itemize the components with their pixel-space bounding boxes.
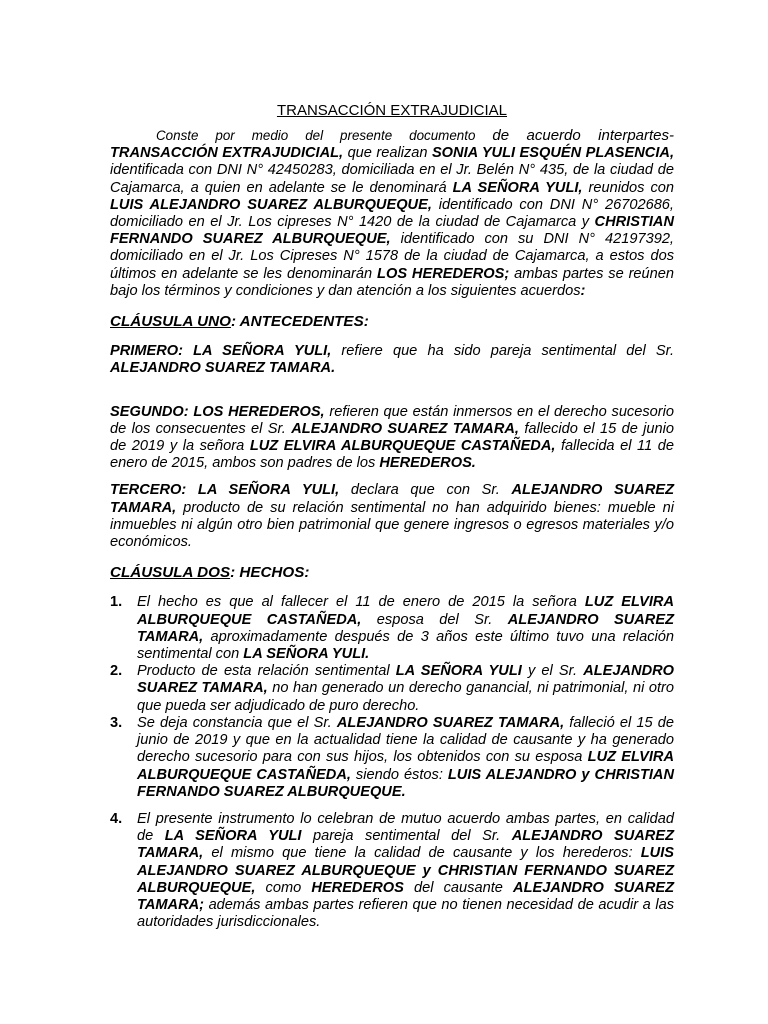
clausula-dos-heading bbox=[110, 564, 674, 581]
item-text: aproximadamente después de 3 años este último tuvo una relación sentimental con bbox=[137, 628, 674, 663]
item-text: siendo éstos: bbox=[350, 766, 448, 783]
tercero-text: producto de su relación sentimental no han adquirido bienes: mueble ni inmuebles ni algún otro bien patrimonial que genere ingresos o egresos materiales y/o económicos. bbox=[110, 499, 674, 551]
item-bold: LA SEÑORA YULI bbox=[395, 663, 522, 680]
item-bold: LUIS ALEJANDRO y CHRISTIAN FERNANDO SUAREZ ALBURQUEQUE. bbox=[137, 766, 674, 800]
item-text: del causante bbox=[403, 879, 514, 896]
item-text: además ambas partes refieren que no tienen necesidad de acudir a las autoridades jurisdiccionales. bbox=[137, 896, 674, 931]
primero-label: PRIMERO: LA SEÑORA YULI, bbox=[110, 343, 332, 360]
list-item bbox=[110, 811, 674, 931]
item-bold: HEREDEROS bbox=[311, 879, 404, 896]
item-text: El hecho es que al fallecer el 11 de enero de 2015 la señora bbox=[137, 594, 585, 611]
item-bold: LA SEÑORA YULI bbox=[164, 828, 302, 845]
clausula-uno-label: CLÁUSULA UNO bbox=[110, 313, 231, 331]
list-number: 3. bbox=[110, 714, 123, 731]
item-bold: LUIS ALEJANDRO SUAREZ ALBURQUEQUE y CHRISTIAN FERNANDO SUAREZ ALBURQUEQUE, bbox=[137, 845, 674, 896]
item-text: como bbox=[255, 879, 312, 896]
intro-text: identificada con DNI N° 42450283, domiciliada en el Jr. Belén N° 435, de la ciudad de Cajamarca, a quien en adelante se le denominará bbox=[110, 162, 674, 196]
intro-bold: LUIS ALEJANDRO SUAREZ ALBURQUEQUE, bbox=[110, 196, 432, 213]
document-title: TRANSACCIÓN EXTRAJUDICIAL bbox=[276, 102, 508, 119]
segundo-label: SEGUNDO: LOS HEREDEROS, bbox=[110, 403, 325, 420]
intro-text: de acuerdo interpartes- bbox=[492, 127, 675, 144]
hechos-list bbox=[110, 594, 674, 931]
tercero-paragraph bbox=[110, 482, 674, 551]
item-text: y el Sr. bbox=[521, 663, 584, 680]
list-number: 1. bbox=[110, 594, 123, 611]
intro-text: Conste por medio del presente documento bbox=[156, 128, 493, 143]
clausula-dos-title: : HECHOS: bbox=[230, 564, 310, 582]
intro-text: identificado con su DNI N° 42197392, domiciliado en el Jr. Los Cipreses N° 1578 de la ciudad de Cajamarca, a estos dos últimos en adelante se les denominarán bbox=[110, 231, 674, 282]
tercero-text: declara que con Sr. bbox=[339, 482, 512, 499]
intro-bold: LOS HEREDEROS; bbox=[377, 265, 510, 282]
item-bold: LUZ ELVIRA ALBURQUEQUE CASTAÑEDA, bbox=[137, 594, 674, 628]
item-bold: ALEJANDRO SUAREZ TAMARA, bbox=[137, 828, 674, 862]
list-number: 4. bbox=[110, 810, 123, 827]
primero-text: refiere que ha sido pareja sentimental del Sr. bbox=[331, 343, 674, 360]
item-bold: LUZ ELVIRA ALBURQUEQUE CASTAÑEDA, bbox=[137, 749, 675, 783]
segundo-bold: HEREDEROS. bbox=[379, 455, 476, 472]
intro-bold: SONIA YULI ESQUÉN PLASENCIA, bbox=[431, 145, 674, 162]
item-text: Se deja constancia que el Sr. bbox=[137, 714, 337, 731]
tercero-bold: ALEJANDRO SUAREZ TAMARA, bbox=[110, 482, 675, 516]
intro-text: identificado con DNI N° 26702686, domiciliado en el Jr. Los cipreses N° 1420 de la ciudad de Cajamarca y bbox=[110, 196, 674, 231]
item-bold: LA SEÑORA YULI. bbox=[243, 646, 370, 663]
item-text: Producto de esta relación sentimental bbox=[137, 663, 396, 680]
intro-paragraph bbox=[110, 127, 674, 300]
segundo-bold: LUZ ELVIRA ALBURQUEQUE CASTAÑEDA, bbox=[249, 438, 556, 455]
clausula-uno-title: : ANTECEDENTES: bbox=[230, 313, 369, 331]
item-text: no han generado un derecho ganancial, ni patrimonial, ni otro que pueda ser adjudicado de puro derecho. bbox=[137, 680, 674, 714]
primero-paragraph bbox=[110, 343, 674, 377]
list-item bbox=[110, 663, 674, 715]
intro-text: que realizan bbox=[343, 145, 432, 162]
segundo-text: fallecido el 15 de junio de 2019 y la señora bbox=[110, 420, 675, 455]
item-text: esposa del Sr. bbox=[361, 611, 508, 628]
item-bold: ALEJANDRO SUAREZ TAMARA, bbox=[137, 663, 674, 697]
clausula-dos-label: CLÁUSULA DOS bbox=[110, 564, 231, 582]
intro-text: reunidos con bbox=[582, 179, 675, 196]
intro-text: ambas partes se reúnen bajo los términos y condiciones y dan atención a los siguientes acuerdos bbox=[110, 265, 675, 299]
document-page bbox=[110, 102, 674, 931]
segundo-bold: ALEJANDRO SUAREZ TAMARA, bbox=[291, 420, 519, 437]
item-text: pareja sentimental del Sr. bbox=[301, 828, 512, 845]
list-item bbox=[110, 715, 674, 801]
primero-bold: ALEJANDRO SUAREZ TAMARA. bbox=[110, 360, 336, 377]
item-text: El presente instrumento lo celebran de mutuo acuerdo ambas partes, en calidad de bbox=[137, 810, 674, 845]
intro-bold: LA SEÑORA YULI, bbox=[452, 179, 583, 196]
item-text: falleció el 15 de junio de 2019 y que en la actualidad tiene la calidad de causante y ha generado derecho sucesorio para con sus hijos, los obtenidos con su esposa bbox=[137, 714, 674, 766]
intro-bold: CHRISTIAN FERNANDO SUAREZ ALBURQUEQUE, bbox=[110, 214, 674, 248]
clausula-uno-heading bbox=[110, 313, 674, 330]
intro-bold: : bbox=[580, 282, 586, 299]
item-bold: ALEJANDRO SUAREZ TAMARA, bbox=[137, 611, 674, 645]
item-bold: ALEJANDRO SUAREZ TAMARA, bbox=[336, 714, 565, 731]
segundo-text: fallecida el 11 de enero de 2015, ambos son padres de los bbox=[110, 438, 674, 472]
list-number: 2. bbox=[110, 663, 123, 680]
segundo-text: refieren que están inmersos en el derecho sucesorio de los consecuentes el Sr. bbox=[110, 403, 674, 437]
item-text: el mismo que tiene la calidad de causante y los herederos: bbox=[203, 845, 641, 862]
item-bold: ALEJANDRO SUAREZ TAMARA; bbox=[137, 879, 675, 913]
list-item bbox=[110, 594, 674, 663]
intro-bold: TRANSACCIÓN EXTRAJUDICIAL, bbox=[110, 145, 344, 162]
tercero-label: TERCERO: LA SEÑORA YULI, bbox=[110, 482, 340, 499]
segundo-paragraph bbox=[110, 404, 674, 473]
